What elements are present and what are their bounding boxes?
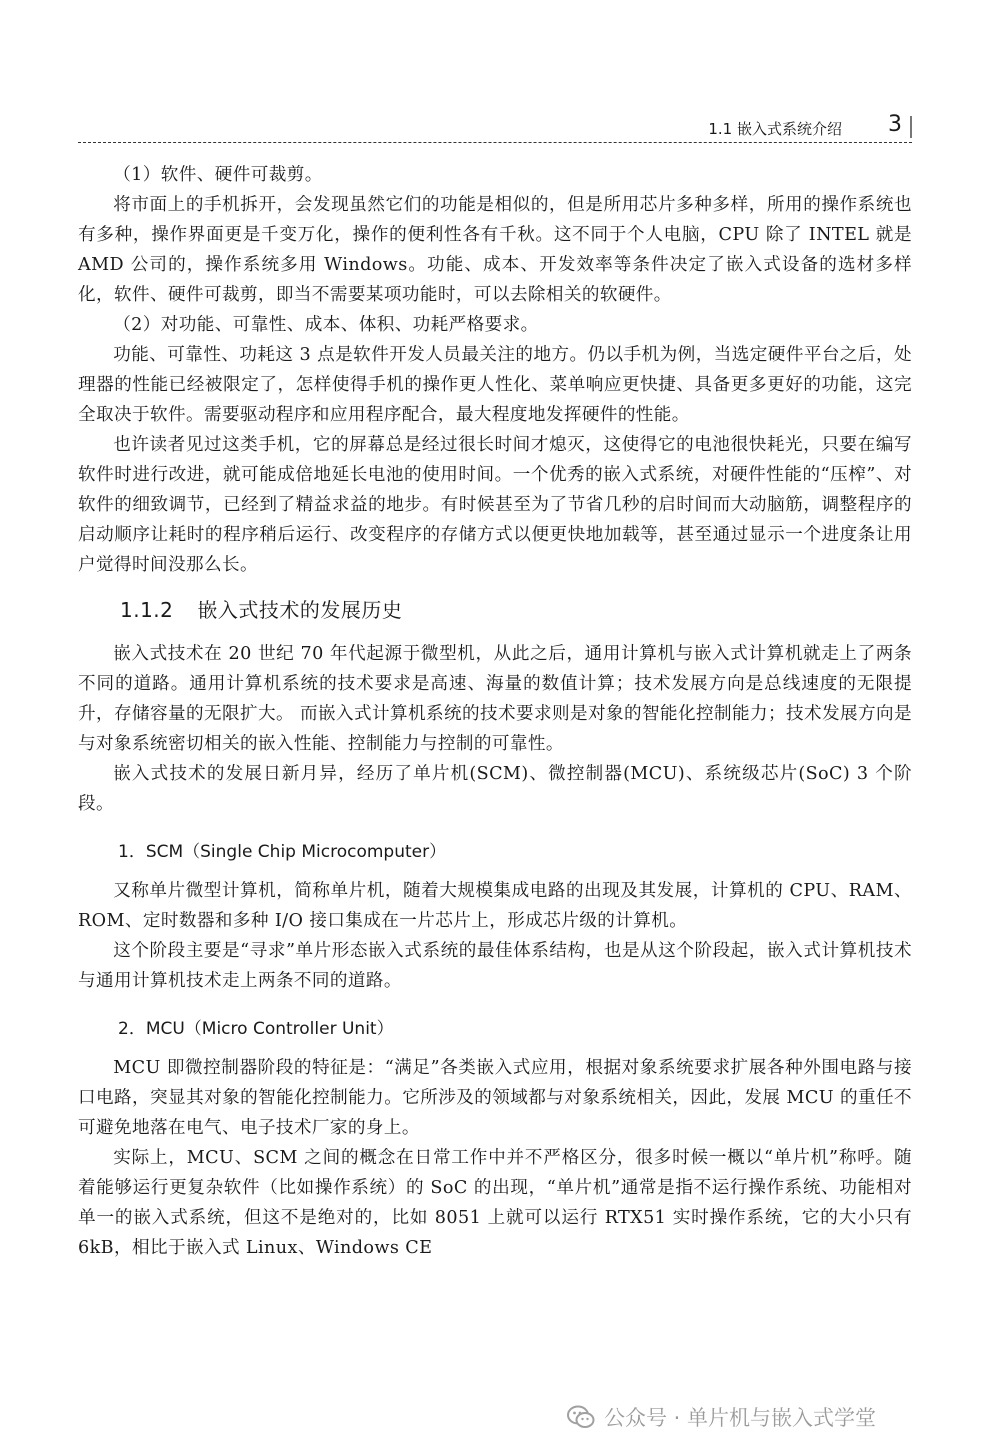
page-body [78, 160, 912, 1263]
paragraph-8: MCU 即微控制器阶段的特征是：“满足”各类嵌入式应用，根据对象系统要求扩展各种外围电路与接口电路，突显其对象的智能化控制能力。它所涉及的领域都与对象系统相关，因此，发展 MCU 的重任不可避免地落在电气、电子技术厂家的身上。 [78, 1058, 912, 1138]
list-item-2: （2）对功能、可靠性、成本、体积、功耗严格要求。 [113, 315, 539, 335]
paragraph-6: 又称单片微型计算机，简称单片机，随着大规模集成电路的出现及其发展，计算机的 CPU、RAM、ROM、定时数器和多种 I/O 接口集成在一片芯片上，形成芯片级的计算机。 [78, 881, 912, 931]
header-section-title: 1.1 嵌入式系统介绍 [708, 120, 842, 138]
wechat-icon [566, 1404, 596, 1430]
running-header [78, 112, 912, 143]
page-edge-mark [910, 116, 912, 138]
paragraph-5: 嵌入式技术的发展日新月异，经历了单片机(SCM)、微控制器(MCU)、系统级芯片(SoC) 3 个阶段。 [78, 764, 912, 814]
subheading-scm: 1．SCM（Single Chip Microcomputer） [118, 842, 447, 862]
subheading-mcu: 2．MCU（Micro Controller Unit） [118, 1019, 394, 1039]
paragraph-1: 将市面上的手机拆开，会发现虽然它们的功能是相似的，但是所用芯片多种多样，所用的操作系统也有多种，操作界面更是千变万化，操作的便利性各有千秋。这不同于个人电脑，CPU 除了 INTEL 就是 AMD 公司的，操作系统多用 Windows。功能、成本、开发效率等条件决定了嵌入式设备的选材多样化，软件、硬件可裁剪，即当不需要某项功能时，可以去除相关的软硬件。 [78, 195, 912, 305]
watermark [566, 1402, 876, 1432]
paragraph-3: 也许读者见过这类手机，它的屏幕总是经过很长时间才熄灭，这使得它的电池很快耗光，只要在编写软件时进行改进，就可能成倍地延长电池的使用时间。一个优秀的嵌入式系统，对硬件性能的“压榨”、对软件的细致调节，已经到了精益求益的地步。有时候甚至为了节省几秒的启时间而大动脑筋，调整程序的启动顺序让耗时的程序稍后运行、改变程序的存储方式以便更快地加载等，甚至通过显示一个进度条让用户觉得时间没那么长。 [78, 435, 912, 575]
paragraph-7: 这个阶段主要是“寻求”单片形态嵌入式系统的最佳体系结构，也是从这个阶段起，嵌入式计算机技术与通用计算机技术走上两条不同的道路。 [78, 941, 912, 991]
list-item-1: （1）软件、硬件可裁剪。 [113, 165, 323, 185]
section-heading [120, 594, 912, 623]
page-number: 3 [888, 112, 902, 137]
paragraph-2: 功能、可靠性、功耗这 3 点是软件开发人员最关注的地方。仍以手机为例，当选定硬件平台之后，处理器的性能已经被限定了，怎样使得手机的操作更人性化、菜单响应更快捷、具备更多更好的功能，这完全取决于软件。需要驱动程序和应用程序配合，最大程度地发挥硬件的性能。 [78, 345, 912, 425]
paragraph-9: 实际上，MCU、SCM 之间的概念在日常工作中并不严格区分，很多时候一概以“单片机”称呼。随着能够运行更复杂软件（比如操作系统）的 SoC 的出现，“单片机”通常是指不运行操作系统、功能相对单一的嵌入式系统，但这不是绝对的，比如 8051 上就可以运行 RTX51 实时操作系统，它的大小只有 6kB，相比于嵌入式 Linux、Windows CE [78, 1148, 912, 1258]
paragraph-4: 嵌入式技术在 20 世纪 70 年代起源于微型机，从此之后，通用计算机与嵌入式计算机就走上了两条不同的道路。通用计算机系统的技术要求是高速、海量的数值计算；技术发展方向是总线速度的无限提升，存储容量的无限扩大。 而嵌入式计算机系统的技术要求则是对象的智能化控制能力；技术发展方向是与对象系统密切相关的嵌入性能、控制能力与控制的可靠性。 [78, 644, 912, 754]
watermark-text: 公众号 · 单片机与嵌入式学堂 [604, 1406, 877, 1430]
section-number: 1.1.2 [120, 598, 174, 622]
section-title: 嵌入式技术的发展历史 [197, 598, 403, 622]
